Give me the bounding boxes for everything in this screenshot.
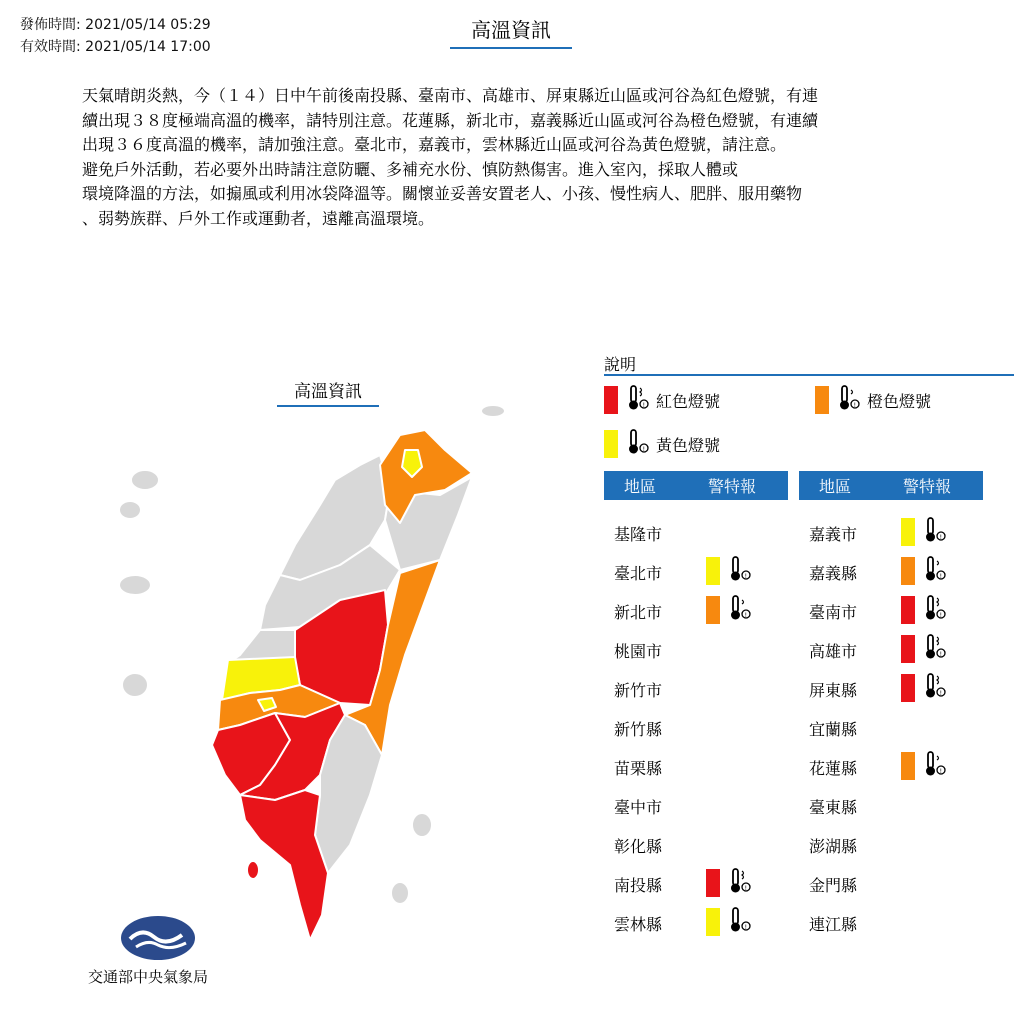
region-label: 南投縣 — [614, 876, 663, 895]
svg-text:!: ! — [939, 534, 943, 541]
region-label: 嘉義縣 — [809, 564, 858, 583]
alert-badge-red — [901, 672, 953, 704]
region-label: 嘉義市 — [809, 525, 858, 544]
table-header-left — [604, 471, 788, 500]
alert-badge-yellow — [706, 555, 758, 587]
region-label: 新北市 — [614, 603, 663, 622]
thermometer-alert-icon — [923, 516, 947, 548]
agency-name: 交通部中央氣象局 — [88, 968, 209, 986]
yellow-swatch — [706, 557, 720, 585]
alert-badge-yellow — [706, 906, 758, 938]
map-island-green — [391, 882, 409, 904]
region-label: 新竹縣 — [614, 720, 663, 739]
map-island-orchid — [412, 813, 432, 837]
svg-text:!: ! — [744, 612, 748, 619]
red-swatch — [901, 674, 915, 702]
thermometer-alert-icon — [626, 428, 650, 460]
svg-text:!: ! — [853, 402, 857, 409]
svg-text:!: ! — [939, 651, 943, 658]
red-swatch — [706, 869, 720, 897]
thermometer-alert-icon — [923, 594, 947, 626]
region-label: 連江縣 — [809, 915, 858, 934]
map-island-kinmen — [119, 575, 151, 595]
yellow-swatch — [706, 908, 720, 936]
orange-swatch — [901, 752, 915, 780]
legend-red — [604, 384, 720, 416]
taiwan-map — [100, 395, 520, 945]
alert-badge-yellow — [901, 516, 953, 548]
svg-text:!: ! — [939, 612, 943, 619]
orange-swatch — [815, 386, 829, 414]
col-alert-header: 警特報 — [707, 477, 756, 496]
valid-time: 有效時間: 2021/05/14 17:00 — [20, 39, 211, 55]
red-swatch — [604, 386, 618, 414]
thermometer-alert-icon — [728, 594, 752, 626]
svg-text:!: ! — [744, 573, 748, 580]
region-label: 桃園市 — [614, 642, 663, 661]
region-label: 臺中市 — [614, 798, 663, 817]
map-island-penghu-2 — [119, 501, 141, 519]
yellow-swatch — [604, 430, 618, 458]
legend-red-label: 紅色燈號 — [656, 391, 721, 411]
alert-badge-red — [706, 867, 758, 899]
svg-text:!: ! — [642, 446, 646, 453]
thermometer-alert-icon — [923, 750, 947, 782]
region-label: 臺北市 — [614, 564, 663, 583]
issue-time: 發佈時間: 2021/05/14 05:29 — [20, 17, 211, 33]
region-label: 彰化縣 — [614, 837, 663, 856]
thermometer-alert-icon — [923, 633, 947, 665]
region-label: 宜蘭縣 — [809, 720, 858, 739]
red-swatch — [901, 596, 915, 624]
description-text: 天氣晴朗炎熱，今（１４）日中午前後南投縣、臺南市、高雄市、屏東縣近山區或河谷為紅色燈號，有連 續出現３８度極端高溫的機率，請特別注意。花蓮縣，新北市，嘉義縣近山區或河谷為橙色燈號，有連續 出現３６度高溫的機率，請加強注意。臺北市，嘉義市，雲林縣近山區或河谷為黃色燈號，請注意。 避免戶外活動，若必要外出時請注意防曬、多補充水份、慎防熱傷害。進入室內，採取人體或 環境降溫的方法，如搧風或利用冰袋降溫等。關懷並妥善安置老人、小孩、慢性病人、肥胖、服用藥物 、弱勢族群、戶外工作或運動者，遠離高溫環境。 — [82, 86, 819, 228]
legend-yellow-label: 黃色燈號 — [656, 435, 721, 455]
svg-text:!: ! — [744, 924, 748, 931]
legend-yellow — [604, 428, 720, 460]
region-label: 新竹市 — [614, 681, 663, 700]
yellow-swatch — [901, 518, 915, 546]
region-label: 高雄市 — [809, 642, 858, 661]
orange-swatch — [901, 557, 915, 585]
region-label: 金門縣 — [809, 876, 858, 895]
region-label: 屏東縣 — [809, 681, 858, 700]
col-alert-header: 警特報 — [902, 477, 951, 496]
thermometer-alert-icon — [837, 384, 861, 416]
alert-badge-orange — [706, 594, 758, 626]
alert-badge-red — [901, 594, 953, 626]
orange-swatch — [706, 596, 720, 624]
thermometer-alert-icon — [923, 672, 947, 704]
region-label: 臺東縣 — [809, 798, 858, 817]
thermometer-alert-icon — [728, 867, 752, 899]
map-island-penghu — [131, 470, 159, 490]
svg-text:!: ! — [744, 885, 748, 892]
alert-badge-orange — [901, 750, 953, 782]
region-label: 基隆市 — [614, 525, 663, 544]
red-swatch — [901, 635, 915, 663]
table-header-right — [799, 471, 983, 500]
map-island-keelung — [481, 405, 505, 417]
thermometer-alert-icon — [923, 555, 947, 587]
region-label: 花蓮縣 — [809, 759, 858, 778]
thermometer-alert-icon — [626, 384, 650, 416]
legend-orange — [815, 384, 931, 416]
thermometer-alert-icon — [728, 555, 752, 587]
thermometer-alert-icon — [728, 906, 752, 938]
header-meta — [20, 14, 211, 58]
region-label: 澎湖縣 — [809, 837, 858, 856]
svg-text:!: ! — [939, 690, 943, 697]
region-label: 雲林縣 — [614, 915, 663, 934]
alert-badge-orange — [901, 555, 953, 587]
cwb-logo — [120, 915, 196, 961]
map-island-liuqiu — [247, 861, 259, 879]
svg-text:!: ! — [642, 402, 646, 409]
region-label: 臺南市 — [809, 603, 858, 622]
map-island-matsu — [122, 673, 148, 697]
col-region-header: 地區 — [623, 477, 656, 496]
legend-divider — [604, 374, 1014, 376]
svg-text:!: ! — [939, 768, 943, 775]
alert-badge-red — [901, 633, 953, 665]
legend-title: 說明 — [604, 355, 637, 374]
legend-orange-label: 橙色燈號 — [867, 391, 932, 411]
page-title: 高溫資訊 — [450, 14, 572, 49]
map-title: 高溫資訊 — [277, 377, 379, 407]
svg-text:!: ! — [939, 573, 943, 580]
col-region-header: 地區 — [818, 477, 851, 496]
region-label: 苗栗縣 — [614, 759, 663, 778]
